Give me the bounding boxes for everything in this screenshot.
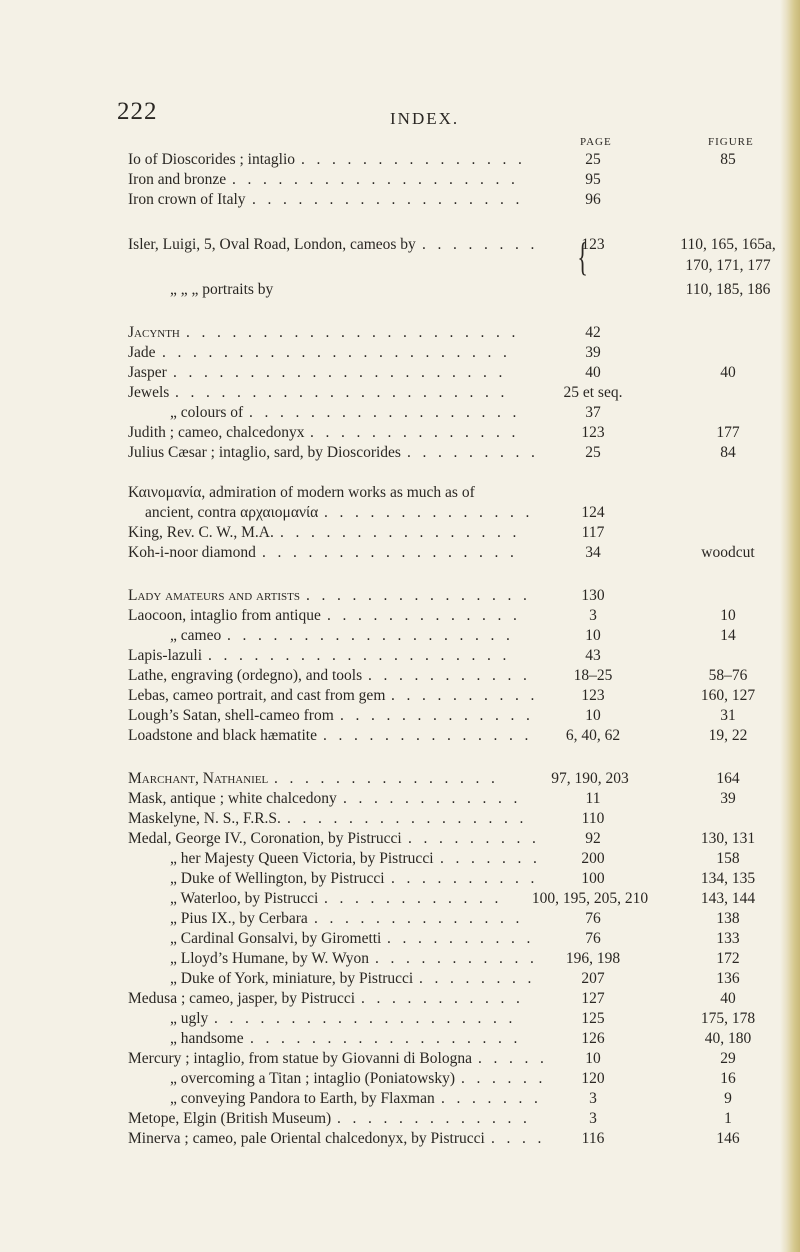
entry-figure-ref: 40 — [720, 364, 736, 381]
entry-page-ref: 25 et seq. — [563, 384, 623, 401]
entry-figure-ref: 138 — [716, 910, 740, 927]
leader-dots: . . . . . . . . . . . . . — [327, 607, 517, 624]
index-entry — [0, 586, 800, 606]
entry-label: „ Lloyd’s Humane, by W. Wyon — [170, 950, 369, 967]
entry-label: Καινομανία, admiration of modern works as much as of — [128, 484, 475, 501]
entry-page-ref: 123 — [581, 236, 605, 253]
leader-dots: . . . . . . . . . . . . . . . . . . . . . . — [175, 384, 505, 401]
page-number: 222 — [117, 98, 158, 125]
figure-column-header: FIGURE — [708, 136, 754, 148]
entry-figure-ref: 9 — [724, 1090, 732, 1107]
entry-page-ref: 117 — [581, 524, 605, 541]
leader-dots: . . . . . . . . . . . . — [324, 890, 499, 907]
leader-dots: . . . . . . . . . . — [391, 870, 535, 887]
entry-label: Loadstone and black hæmatite — [128, 727, 317, 744]
leader-dots: . . . . . . . . . — [407, 444, 535, 461]
entry-label: Mercury ; intaglio, from statue by Giovanni di Bologna — [128, 1050, 472, 1067]
index-entry — [0, 1049, 800, 1069]
entry-page-ref: 10 — [585, 1050, 601, 1067]
leader-dots: . . . . . . . . . . . — [368, 667, 527, 684]
entry-figure-ref: 177 — [716, 424, 740, 441]
index-entry — [0, 523, 800, 543]
leader-dots: . . . . . . . . . . . . . . — [323, 727, 529, 744]
entry-page-ref: 34 — [585, 544, 601, 561]
entry-label: Marchant, Nathaniel — [128, 770, 269, 787]
leader-dots: . . . . . . . . . — [408, 830, 536, 847]
index-entry — [0, 483, 800, 503]
leader-dots: . . . . . . . . . . . . . . . . — [287, 810, 524, 827]
entry-label: „ colours of — [170, 404, 244, 421]
entry-page-ref: 124 — [581, 504, 605, 521]
leader-dots: . . . . . . . . . . . . . — [337, 1110, 527, 1127]
entry-page-ref: 127 — [581, 990, 605, 1007]
entry-figure-ref: 164 — [716, 770, 740, 787]
index-entry — [0, 1129, 800, 1149]
index-entry — [0, 726, 800, 746]
index-entry — [0, 1029, 800, 1049]
entry-figure-ref: 10 — [720, 607, 736, 624]
entry-figure-ref: 85 — [720, 151, 736, 168]
leader-dots: . . . . . . . . . . . . . . . . . . . . — [214, 1010, 513, 1027]
entry-page-ref: 3 — [589, 607, 597, 624]
entry-figure-ref: 40, 180 — [704, 1030, 752, 1047]
index-entry — [0, 343, 800, 363]
leader-dots: . . . . . . . . . . . . . — [340, 707, 530, 724]
entry-figure-ref: 134, 135 — [700, 870, 756, 887]
entry-label: „ Pius IX., by Cerbara — [170, 910, 308, 927]
index-entry — [0, 949, 800, 969]
entry-label: ancient, contra αρχαιομανία — [145, 504, 319, 521]
entry-label: Julius Cæsar ; intaglio, sard, by Dioscorides — [128, 444, 401, 461]
index-entry — [0, 543, 800, 563]
entry-label: Lady amateurs and artists — [128, 587, 300, 604]
entry-label: Medusa ; cameo, jasper, by Pistrucci — [128, 990, 356, 1007]
leader-dots: . . . . . . . . . . — [387, 930, 531, 947]
entry-page-ref: 96 — [585, 191, 601, 208]
entry-page-ref: 42 — [585, 324, 601, 341]
leader-dots: . . . . . . . . . . . . . . . . . . . . . . — [173, 364, 503, 381]
leader-dots: . . . . . . — [461, 1070, 543, 1087]
index-entry — [0, 1089, 800, 1109]
index-entry — [0, 280, 800, 300]
leader-dots: . . . . — [491, 1130, 542, 1147]
entry-figure-ref: 170, 171, 177 — [685, 257, 771, 274]
entry-label: Laocoon, intaglio from antique — [128, 607, 321, 624]
entry-label: Lathe, engraving (ordegno), and tools — [128, 667, 363, 684]
entry-page-ref: 116 — [581, 1130, 605, 1147]
entry-page-ref: 196, 198 — [565, 950, 621, 967]
leader-dots: . . . . . . . . . . . . . . . . . . . — [227, 627, 510, 644]
entry-label: Lebas, cameo portrait, and cast from gem — [128, 687, 386, 704]
entry-page-ref: 11 — [585, 790, 601, 807]
index-entry — [0, 423, 800, 443]
leader-dots: . . . . . . . . . . . . . . . . . . — [249, 404, 517, 421]
index-entry — [0, 170, 800, 190]
entry-figure-ref: 31 — [720, 707, 736, 724]
entry-label: Io of Dioscorides ; intaglio — [128, 151, 296, 168]
leader-dots: . . . . . . . . . . . . . . . — [301, 151, 522, 168]
index-entry — [0, 646, 800, 666]
entry-page-ref: 43 — [585, 647, 601, 664]
leader-dots: . . . . . . . . . . . . . . . — [274, 770, 495, 787]
entry-label: „ Cardinal Gonsalvi, by Girometti — [170, 930, 382, 947]
leader-dots: . . . . . . . . . . . . . . . . . . — [250, 1030, 518, 1047]
index-entry — [0, 829, 800, 849]
index-entry — [0, 190, 800, 210]
entry-figure-ref: 29 — [720, 1050, 736, 1067]
leader-dots: . . . . . . . . . . . . . . — [314, 910, 520, 927]
leader-dots: . . . . . . . . . . . . . . . — [306, 587, 527, 604]
entry-label: Metope, Elgin (British Museum) — [128, 1110, 332, 1127]
entry-figure-ref: 175, 178 — [700, 1010, 756, 1027]
entry-page-ref: 37 — [585, 404, 601, 421]
leader-dots: . . . . . . . . . . . . . . — [324, 504, 530, 521]
entry-label: Koh-i-noor diamond — [128, 544, 256, 561]
entry-page-ref: 95 — [585, 171, 601, 188]
index-entry — [0, 706, 800, 726]
entry-page-ref: 10 — [585, 627, 601, 644]
entry-page-ref: 3 — [589, 1110, 597, 1127]
entry-figure-ref: 40 — [720, 990, 736, 1007]
running-title: INDEX. — [390, 109, 460, 128]
entry-figure-ref: 110, 165, 165a, — [680, 236, 776, 253]
entry-page-ref: 130 — [581, 587, 605, 604]
index-entry — [0, 929, 800, 949]
entry-label: Isler, Luigi, 5, Oval Road, London, cameos by — [128, 236, 416, 253]
entry-page-ref: 92 — [585, 830, 601, 847]
entry-page-ref: 100 — [581, 870, 605, 887]
entry-page-ref: 200 — [581, 850, 605, 867]
leader-dots: . . . . . . . — [441, 1090, 538, 1107]
entry-figure-ref: 136 — [716, 970, 740, 987]
entry-page-ref: 25 — [585, 444, 601, 461]
entry-figure-ref: 14 — [720, 627, 736, 644]
index-entry — [0, 909, 800, 929]
index-entry — [0, 235, 800, 255]
entry-page-ref: 207 — [581, 970, 605, 987]
leader-dots: . . . . . . . . . . . . . . . . . — [262, 544, 514, 561]
entry-figure-ref: 16 — [720, 1070, 736, 1087]
entry-page-ref: 10 — [585, 707, 601, 724]
index-entry — [0, 869, 800, 889]
entry-page-ref: 120 — [581, 1070, 605, 1087]
leader-dots: . . . . . — [478, 1050, 544, 1067]
index-entry — [0, 1109, 800, 1129]
index-entry — [0, 769, 800, 789]
entry-figure-ref: 158 — [716, 850, 740, 867]
index-entry — [0, 150, 800, 170]
leader-dots: . . . . . . . . . . . — [375, 950, 534, 967]
entry-page-ref: 123 — [581, 687, 605, 704]
index-entry — [0, 383, 800, 403]
leader-dots: . . . . . . . — [440, 850, 537, 867]
entry-figure-ref: 39 — [720, 790, 736, 807]
entry-label: Iron crown of Italy — [128, 191, 246, 208]
index-entry — [0, 789, 800, 809]
entry-label: „ cameo — [170, 627, 222, 644]
index-entry — [0, 686, 800, 706]
entry-figure-ref: woodcut — [701, 544, 755, 561]
entry-figure-ref: 172 — [716, 950, 740, 967]
index-entry — [0, 443, 800, 463]
leader-dots: . . . . . . . . — [419, 970, 532, 987]
entry-label: Jasper — [128, 364, 167, 381]
entry-page-ref: 125 — [581, 1010, 605, 1027]
entry-figure-ref: 143, 144 — [700, 890, 756, 907]
entry-page-ref: 6, 40, 62 — [565, 727, 621, 744]
leader-dots: . . . . . . . . . . — [391, 687, 535, 704]
entry-label: „ Duke of York, miniature, by Pistrucci — [170, 970, 414, 987]
index-entry — [0, 1069, 800, 1089]
leader-dots: . . . . . . . . . . . . . . . . — [280, 524, 517, 541]
index-entry — [0, 1009, 800, 1029]
entry-page-ref: 39 — [585, 344, 601, 361]
entry-page-ref: 97, 190, 203 — [551, 770, 629, 787]
index-entry — [0, 809, 800, 829]
entry-label: Medal, George IV., Coronation, by Pistrucci — [128, 830, 402, 847]
entry-label: Jacynth — [128, 324, 180, 341]
index-entry — [0, 989, 800, 1009]
entry-figure-ref: 130, 131 — [700, 830, 756, 847]
entry-label: Lapis-lazuli — [128, 647, 203, 664]
entry-page-ref: 3 — [589, 1090, 597, 1107]
index-entry — [0, 666, 800, 686]
entry-page-ref: 126 — [581, 1030, 605, 1047]
brace-symbol: { — [577, 234, 588, 279]
page-column-header: PAGE — [580, 136, 612, 148]
entry-label: Iron and bronze — [128, 171, 227, 188]
leader-dots: . . . . . . . . . . . . . . . . . . . . — [208, 647, 507, 664]
leader-dots: . . . . . . . . . . . . . . . . . . . — [232, 171, 515, 188]
leader-dots: . . . . . . . . . . . . . . . . . . . . . . — [186, 324, 516, 341]
entry-figure-ref: 133 — [716, 930, 740, 947]
entry-page-ref: 18–25 — [573, 667, 613, 684]
index-entry — [0, 626, 800, 646]
entry-page-ref: 25 — [585, 151, 601, 168]
entry-figure-ref: 58–76 — [708, 667, 748, 684]
entry-label: „ Duke of Wellington, by Pistrucci — [170, 870, 385, 887]
entry-label: King, Rev. C. W., M.A. — [128, 524, 274, 541]
entry-page-ref: 100, 195, 205, 210 — [531, 890, 649, 907]
entry-label: Jade — [128, 344, 156, 361]
entry-label: Maskelyne, N. S., F.R.S. — [128, 810, 281, 827]
index-entry — [0, 606, 800, 626]
index-entry — [0, 503, 800, 523]
index-entry — [0, 403, 800, 423]
leader-dots: . . . . . . . . . . . . . . . . . . . . . . . — [162, 344, 507, 361]
entry-label: „ her Majesty Queen Victoria, by Pistrucci — [170, 850, 434, 867]
index-entry — [0, 969, 800, 989]
entry-label: „ „ „ portraits by — [170, 281, 274, 298]
leader-dots: . . . . . . . . . . . . — [343, 790, 518, 807]
entry-figure-ref: 1 — [724, 1110, 732, 1127]
index-entry — [0, 256, 800, 276]
entry-label: Jewels — [128, 384, 170, 401]
leader-dots: . . . . . . . . — [422, 236, 535, 253]
index-entry — [0, 889, 800, 909]
leader-dots: . . . . . . . . . . . . . . . . . . — [252, 191, 520, 208]
entry-figure-ref: 84 — [720, 444, 736, 461]
index-entry — [0, 849, 800, 869]
entry-page-ref: 123 — [581, 424, 605, 441]
entry-label: „ conveying Pandora to Earth, by Flaxman — [170, 1090, 435, 1107]
entry-figure-ref: 110, 185, 186 — [685, 281, 771, 298]
entry-figure-ref: 19, 22 — [708, 727, 748, 744]
entry-page-ref: 76 — [585, 910, 601, 927]
leader-dots: . . . . . . . . . . . — [361, 990, 520, 1007]
entry-label: Judith ; cameo, chalcedonyx — [128, 424, 305, 441]
entry-label: Lough’s Satan, shell-cameo from — [128, 707, 334, 724]
entry-page-ref: 40 — [585, 364, 601, 381]
entry-page-ref: 110 — [581, 810, 605, 827]
index-entry — [0, 323, 800, 343]
entry-page-ref: 76 — [585, 930, 601, 947]
leader-dots: . . . . . . . . . . . . . . — [310, 424, 516, 441]
index-entry — [0, 363, 800, 383]
entry-figure-ref: 160, 127 — [700, 687, 756, 704]
entry-label: Minerva ; cameo, pale Oriental chalcedonyx, by Pistrucci — [128, 1130, 485, 1147]
entry-label: Mask, antique ; white chalcedony — [128, 790, 337, 807]
entry-label: „ handsome — [170, 1030, 244, 1047]
entry-label: „ ugly — [170, 1010, 209, 1027]
entry-label: „ Waterloo, by Pistrucci — [170, 890, 319, 907]
entry-label: „ overcoming a Titan ; intaglio (Poniatowsky) — [170, 1070, 456, 1087]
entry-figure-ref: 146 — [716, 1130, 740, 1147]
